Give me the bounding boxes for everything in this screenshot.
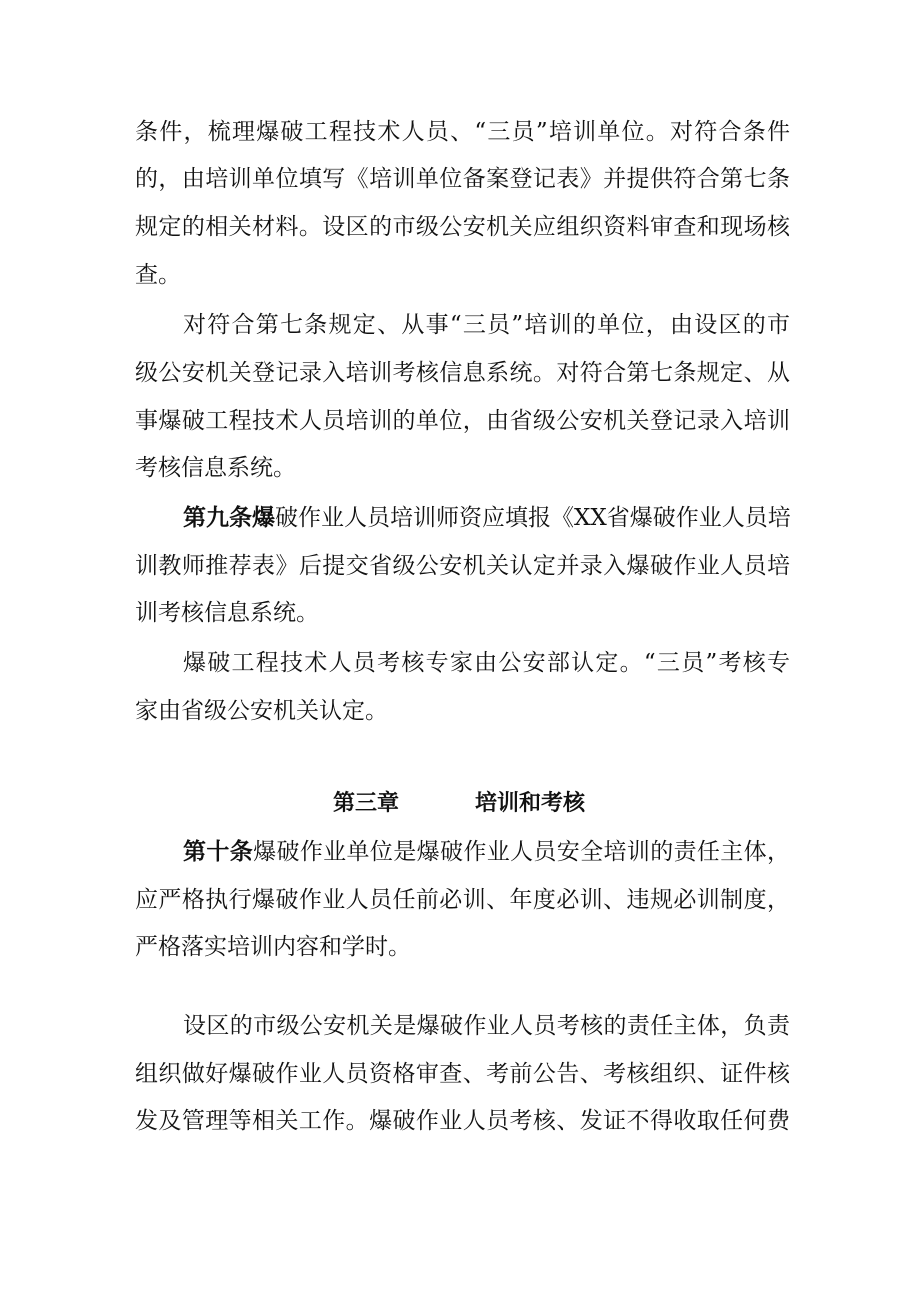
chapter-heading xyxy=(0,788,920,820)
article-label: 第十条 xyxy=(183,839,254,865)
article-label: 第九条爆 xyxy=(183,505,275,531)
paragraph-line: 训考核信息系统。 xyxy=(135,600,319,626)
chapter-number: 第三章 xyxy=(333,791,400,816)
paragraph-line: 查。 xyxy=(135,262,181,288)
chapter-title: 培训和考核 xyxy=(475,791,586,816)
article-10-line xyxy=(183,837,790,867)
paragraph-line: 家由省级公安机关认定。 xyxy=(135,698,388,724)
paragraph-line: 规定的相关材料。设区的市级公安机关应组织资料审查和现场核 xyxy=(135,214,790,240)
paragraph-line: 发及管理等相关工作。爆破作业人员考核、发证不得收取任何费 xyxy=(135,1108,790,1134)
paragraph-line: 爆破工程技术人员考核专家由公安部认定。“三员”考核专 xyxy=(183,650,790,676)
paragraph-line: 应严格执行爆破作业人员任前必训、年度必训、违规必训制度， xyxy=(135,887,790,913)
article-text: 破作业人员培训师资应填报《XX省爆破作业人员培 xyxy=(275,505,791,531)
article-text: 爆破作业单位是爆破作业人员安全培训的责任主体， xyxy=(253,839,791,865)
paragraph-line: 对符合第七条规定、从事“三员”培训的单位，由设区的市 xyxy=(183,312,790,338)
paragraph-line: 级公安机关登记录入培训考核信息系统。对符合第七条规定、从 xyxy=(135,360,790,386)
paragraph-line: 事爆破工程技术人员培训的单位，由省级公安机关登记录入培训 xyxy=(135,408,790,434)
paragraph-line: 条件，梳理爆破工程技术人员、“三员”培训单位。对符合条件 xyxy=(135,119,790,145)
paragraph-line: 设区的市级公安机关是爆破作业人员考核的责任主体，负责 xyxy=(183,1013,790,1039)
article-9-line xyxy=(183,503,790,533)
paragraph-line: 严格落实培训内容和学时。 xyxy=(135,934,411,960)
paragraph-line: 的，由培训单位填写《培训单位备案登记表》并提供符合第七条 xyxy=(135,166,790,192)
paragraph-line: 组织做好爆破作业人员资格审查、考前公告、考核组织、证件核 xyxy=(135,1061,790,1087)
paragraph-line: 训教师推荐表》后提交省级公安机关认定并录入爆破作业人员培 xyxy=(135,553,790,579)
paragraph-line: 考核信息系统。 xyxy=(135,455,296,481)
